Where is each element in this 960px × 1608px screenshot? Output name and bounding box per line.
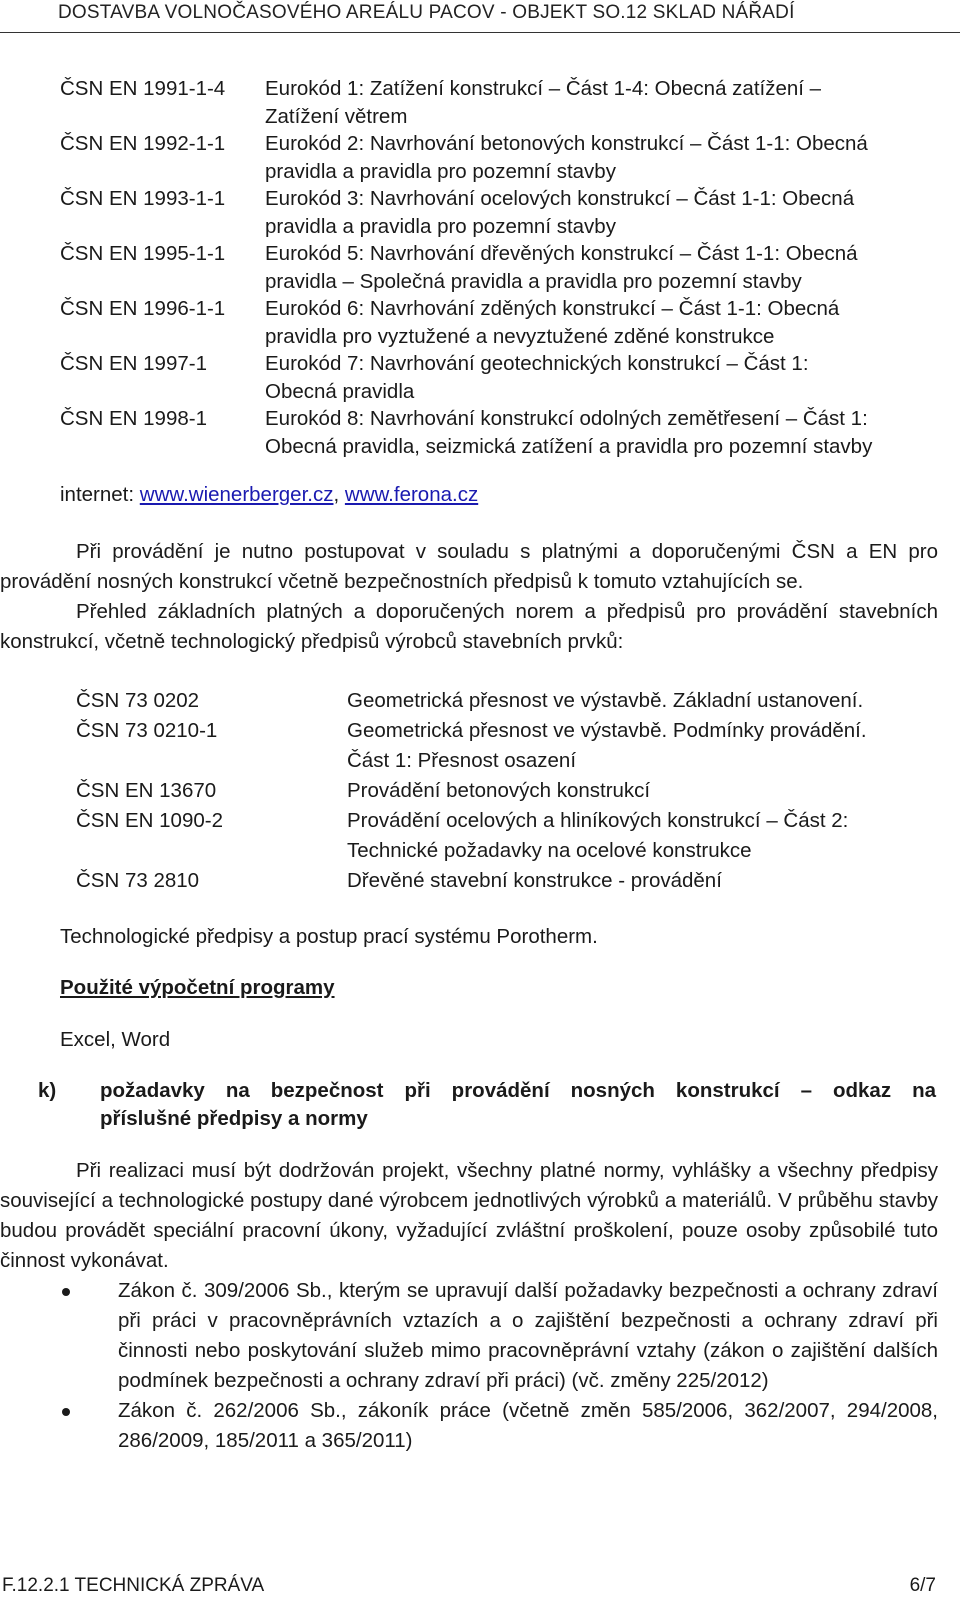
- section-k-heading: [38, 1077, 936, 1133]
- standard-code: ČSN EN 1997-1: [60, 352, 207, 375]
- law-list: [0, 1276, 938, 1456]
- section-letter: k): [38, 1079, 57, 1102]
- norm-description-line1: Dřevěné stavební konstrukce - provádění: [347, 869, 722, 892]
- eurocode-row: [60, 129, 940, 184]
- standard-code: ČSN EN 1991-1-4: [60, 77, 226, 100]
- porotherm-line: Technologické předpisy a postup prací systému Porotherm.: [60, 925, 598, 948]
- list-item-text: Zákon č. 262/2006 Sb., zákoník práce (včetně změn 585/2006, 362/2007, 294/2008, 286/2009, 185/2011 a 365/2011): [118, 1399, 938, 1452]
- list-item: [0, 1276, 938, 1396]
- standard-description: [265, 404, 940, 459]
- programs-list: Excel, Word: [60, 1028, 171, 1051]
- ferona-link[interactable]: www.ferona.cz: [344, 483, 479, 506]
- list-item: [0, 1396, 938, 1456]
- standard-description-line1: Eurokód 5: Navrhování dřevěných konstrukcí – Část 1-1: Obecná: [265, 242, 858, 265]
- eurocode-row: [60, 74, 940, 129]
- internet-line: [60, 481, 478, 509]
- standard-code: ČSN EN 1993-1-1: [60, 187, 226, 210]
- standard-description-line2: Obecná pravidla, seizmická zatížení a pravidla pro pozemní stavby: [265, 435, 873, 458]
- standard-code: ČSN EN 1995-1-1: [60, 242, 226, 265]
- standard-description-line2: Obecná pravidla: [265, 380, 415, 403]
- standard-code: ČSN EN 1996-1-1: [60, 297, 226, 320]
- standard-description: [265, 294, 940, 349]
- norm-description-line2: Technické požadavky na ocelové konstrukce: [347, 839, 752, 862]
- norm-code: ČSN 73 2810: [76, 869, 200, 892]
- norm-row: [76, 716, 936, 776]
- section-title-line2: příslušné předpisy a normy: [100, 1107, 368, 1130]
- norm-description-line1: Provádění ocelových a hliníkových konstrukcí – Část 2:: [347, 809, 849, 832]
- standard-description-line1: Eurokód 2: Navrhování betonových konstrukcí – Část 1-1: Obecná: [265, 132, 868, 155]
- wienerberger-link[interactable]: www.wienerberger.cz: [139, 483, 334, 506]
- norm-description: [347, 806, 936, 866]
- programs-heading: Použité výpočetní programy: [60, 976, 335, 999]
- standard-description-line2: Zatížení větrem: [265, 105, 408, 128]
- standard-code: ČSN EN 1992-1-1: [60, 132, 226, 155]
- norm-code: ČSN 73 0210-1: [76, 719, 218, 742]
- norm-code: ČSN EN 13670: [76, 779, 217, 802]
- norm-row: [76, 686, 936, 716]
- standard-description-line2: pravidla a pravidla pro pozemní stavby: [265, 160, 616, 183]
- norm-code: ČSN 73 0202: [76, 689, 200, 712]
- standard-description-line1: Eurokód 7: Navrhování geotechnických konstrukcí – Část 1:: [265, 352, 809, 375]
- standard-description-line2: pravidla pro vyztužené a nevyztužené zděné konstrukce: [265, 325, 775, 348]
- norm-row: [76, 866, 936, 896]
- list-item-text: Zákon č. 309/2006 Sb., kterým se upravují další požadavky bezpečnosti a ochrany zdraví při práci v pracovněprávních vztazích a o zajištění bezpečnosti a ochrany zdraví při činnosti nebo poskytování služeb mimo pracovněprávní vztahy (zákon o zajištění dalších podmínek bezpečnosti a ochrany zdraví při práci) (vč. změny 225/2012): [118, 1279, 938, 1392]
- section-title-line1: požadavky na bezpečnost při provádění nosných konstrukcí – odkaz na: [100, 1079, 936, 1102]
- standard-description-line2: pravidla – Společná pravidla a pravidla pro pozemní stavby: [265, 270, 802, 293]
- section-title: [100, 1077, 936, 1133]
- link-separator: ,: [333, 483, 340, 506]
- standard-description-line1: Eurokód 8: Navrhování konstrukcí odolných zemětřesení – Část 1:: [265, 407, 868, 430]
- standard-description: [265, 239, 940, 294]
- eurocode-list: [60, 74, 940, 459]
- page-header: DOSTAVBA VOLNOČASOVÉHO AREÁLU PACOV - OBJEKT SO.12 SKLAD NÁŘADÍ: [58, 2, 795, 23]
- norm-description: [347, 716, 936, 776]
- bullet-icon: [0, 1276, 118, 1396]
- bullet-icon: [0, 1396, 118, 1456]
- paragraph-norms-overview: Přehled základních platných a doporučených norem a předpisů pro provádění stavebních konstrukcí, včetně technologický předpisů výrobců stavebních prvků:: [0, 600, 938, 653]
- standard-description-line1: Eurokód 1: Zatížení konstrukcí – Část 1-4: Obecná zatížení –: [265, 77, 822, 100]
- eurocode-row: [60, 184, 940, 239]
- standard-description-line2: pravidla a pravidla pro pozemní stavby: [265, 215, 616, 238]
- norm-description: [347, 686, 936, 716]
- paragraph-compliance: Při provádění je nutno postupovat v souladu s platnými a doporučenými ČSN a EN pro provádění nosných konstrukcí včetně bezpečnostních předpisů k tomuto vztahujících se.: [0, 540, 938, 593]
- standard-description-line1: Eurokód 3: Navrhování ocelových konstrukcí – Část 1-1: Obecná: [265, 187, 855, 210]
- norm-table: [76, 686, 936, 896]
- internet-label: internet:: [60, 483, 135, 506]
- standard-description: [265, 184, 940, 239]
- standard-description: [265, 349, 940, 404]
- norm-row: [76, 806, 936, 866]
- standard-description-line1: Eurokód 6: Navrhování zděných konstrukcí – Část 1-1: Obecná: [265, 297, 840, 320]
- norm-description: [347, 776, 936, 806]
- paragraph-safety: Při realizaci musí být dodržován projekt, všechny platné normy, vyhlášky a všechny předpisy související a technologické postupy dané výrobcem jednotlivých výrobků a materiálů. V průběhu stavby budou provádět speciální pracovní úkony, vyžadující zvláštní proškolení, pouze osoby způsobilé tuto činnost vykonávat.: [0, 1159, 938, 1272]
- norm-row: [76, 776, 936, 806]
- norm-description-line2: Část 1: Přesnost osazení: [347, 749, 577, 772]
- header-rule: [0, 32, 960, 33]
- norm-code: ČSN EN 1090-2: [76, 809, 223, 832]
- eurocode-row: [60, 294, 940, 349]
- norm-description-line1: Geometrická přesnost ve výstavbě. Podmínky provádění.: [347, 719, 867, 742]
- eurocode-row: [60, 239, 940, 294]
- standard-description: [265, 129, 940, 184]
- norm-description-line1: Geometrická přesnost ve výstavbě. Základní ustanovení.: [347, 689, 864, 712]
- footer-page-number: 6/7: [909, 1575, 936, 1596]
- eurocode-row: [60, 404, 940, 459]
- norm-description: [347, 866, 936, 896]
- standard-description: [265, 74, 940, 129]
- eurocode-row: [60, 349, 940, 404]
- standard-code: ČSN EN 1998-1: [60, 407, 207, 430]
- norm-description-line1: Provádění betonových konstrukcí: [347, 779, 651, 802]
- footer-document-title: F.12.2.1 TECHNICKÁ ZPRÁVA: [2, 1575, 265, 1596]
